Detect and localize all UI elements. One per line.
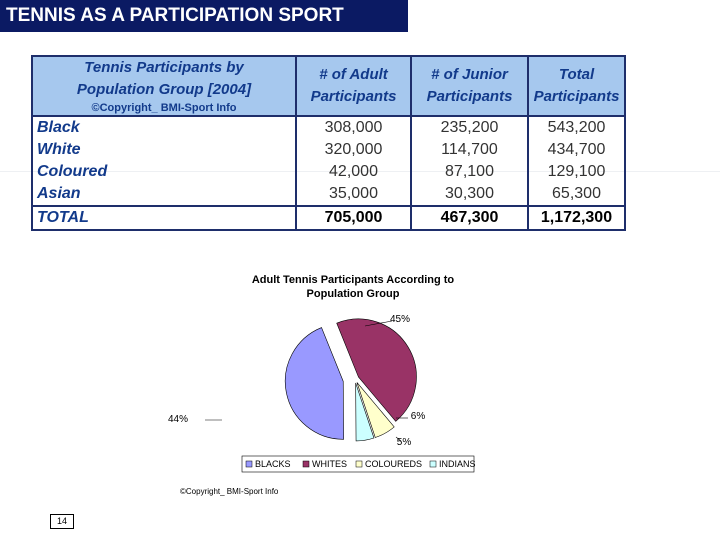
legend-swatch-blacks	[246, 461, 252, 467]
table-row	[32, 183, 625, 206]
header-col3-line1: Total	[558, 66, 595, 83]
table-row	[32, 116, 625, 139]
header-copyright: ©Copyright_ BMI-Sport Info	[91, 102, 237, 114]
slide-title: TENNIS AS A PARTICIPATION SPORT	[0, 0, 408, 32]
row-group-label: Black	[32, 116, 296, 139]
pie-label-blacks: 44%	[167, 414, 189, 425]
legend-label-indians: INDIANS	[439, 459, 476, 469]
header-col0-line1: Tennis Participants by	[84, 59, 244, 76]
table-total-row	[32, 206, 625, 230]
header-population-group	[32, 56, 296, 116]
table-header-row	[32, 56, 625, 116]
legend-label-whites: WHITES	[312, 459, 347, 469]
row-total-value: 65,300	[528, 183, 625, 206]
page-number: 14	[50, 514, 74, 529]
chart-legend	[242, 456, 476, 472]
adult-participants-pie-chart	[160, 262, 540, 502]
row-junior-value: 30,300	[411, 183, 528, 206]
row-adult-value: 42,000	[296, 161, 411, 183]
row-group-label: Coloured	[32, 161, 296, 183]
row-total-value: 129,100	[528, 161, 625, 183]
pie-slices-group	[285, 319, 416, 441]
row-junior-value: 235,200	[411, 116, 528, 139]
pie-label-indians: 5%	[396, 437, 412, 448]
table-row	[32, 161, 625, 183]
header-col2-line1: # of Junior	[431, 66, 508, 83]
row-group-label: White	[32, 139, 296, 161]
legend-swatch-whites	[303, 461, 309, 467]
chart-title-line1: Adult Tennis Participants According to	[251, 274, 455, 286]
total-adult-value: 705,000	[296, 206, 411, 230]
row-adult-value: 320,000	[296, 139, 411, 161]
pie-label-coloureds: 6%	[410, 411, 426, 422]
total-total-value: 1,172,300	[528, 206, 625, 230]
chart-copyright: ©Copyright_ BMI-Sport Info	[180, 487, 279, 496]
header-col0-line2: Population Group [2004]	[76, 81, 252, 98]
row-junior-value: 114,700	[411, 139, 528, 161]
row-total-value: 434,700	[528, 139, 625, 161]
legend-swatch-indians	[430, 461, 436, 467]
total-junior-value: 467,300	[411, 206, 528, 230]
row-total-value: 543,200	[528, 116, 625, 139]
legend-swatch-coloureds	[356, 461, 362, 467]
pie-label-whites: 45%	[389, 314, 411, 325]
header-adult	[296, 56, 411, 116]
legend-label-coloureds: COLOUREDS	[365, 459, 423, 469]
chart-title-line2: Population Group	[306, 288, 400, 300]
header-col1-line2: Participants	[310, 88, 397, 105]
legend-label-blacks: BLACKS	[255, 459, 291, 469]
table-row	[32, 139, 625, 161]
header-junior	[411, 56, 528, 116]
header-col1-line1: # of Adult	[319, 66, 388, 83]
row-junior-value: 87,100	[411, 161, 528, 183]
row-adult-value: 308,000	[296, 116, 411, 139]
header-col2-line2: Participants	[426, 88, 513, 105]
participants-table	[31, 55, 626, 231]
header-total	[528, 56, 625, 116]
header-col3-line2: Participants	[533, 88, 620, 105]
total-label: TOTAL	[32, 206, 296, 230]
pie-slice-blacks	[285, 328, 343, 440]
row-adult-value: 35,000	[296, 183, 411, 206]
row-group-label: Asian	[32, 183, 296, 206]
